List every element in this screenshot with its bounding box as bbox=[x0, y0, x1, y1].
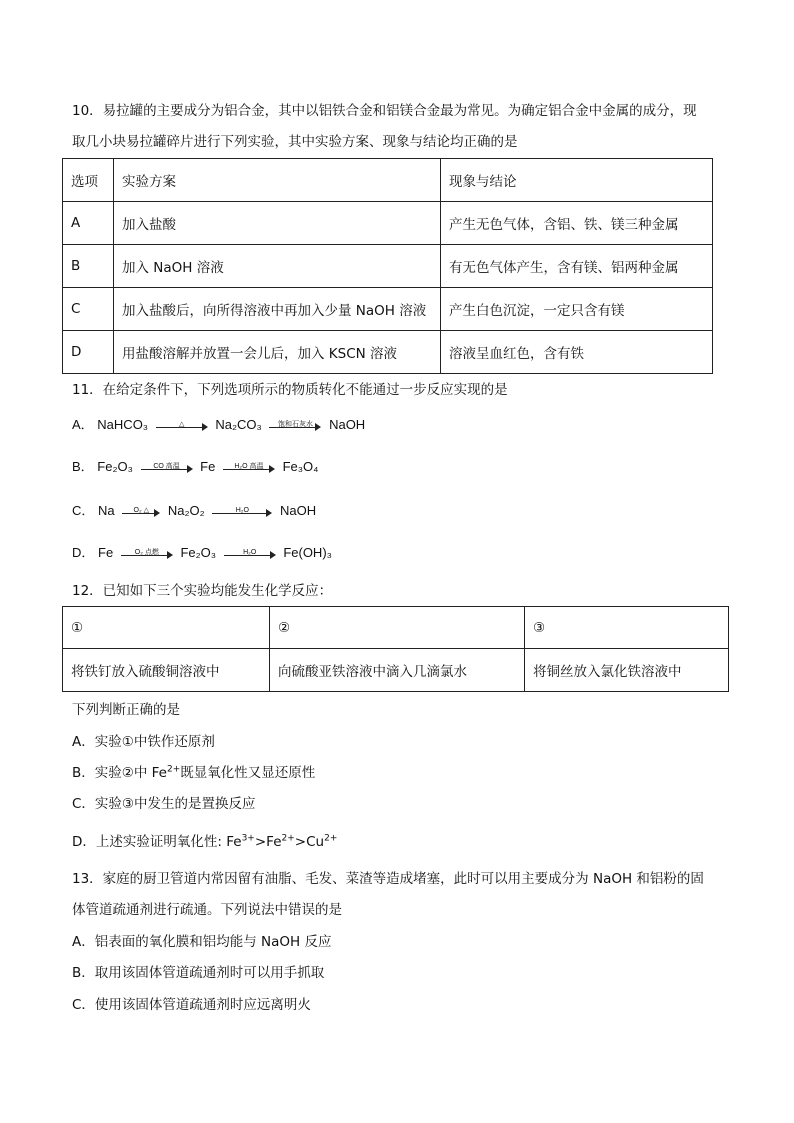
table-cell: 产生白色沉淀，一定只含有镁 bbox=[441, 288, 713, 331]
table-header-row bbox=[63, 607, 729, 649]
q12-table bbox=[62, 606, 729, 692]
table-cell: B bbox=[63, 245, 114, 288]
table-cell: 加入 NaOH 溶液 bbox=[114, 245, 441, 288]
reaction-arrow-icon bbox=[121, 547, 173, 561]
q11-stem: 11．在给定条件下，下列选项所示的物质转化不能通过一步反应实现的是 bbox=[72, 382, 508, 398]
table-cell: 向硫酸亚铁溶液中滴入几滴氯水 bbox=[270, 649, 525, 692]
reaction-condition: CO 高温 bbox=[153, 462, 180, 470]
reaction-condition: H₂O bbox=[243, 548, 257, 556]
reaction-condition: △ bbox=[179, 420, 185, 428]
q11-option-a[interactable] bbox=[72, 415, 365, 435]
option-text: 既显氧化性又显还原性 bbox=[180, 765, 316, 781]
reaction-arrow-icon bbox=[212, 505, 272, 519]
ion-charge: 3+ bbox=[241, 833, 255, 844]
table-header: ③ bbox=[525, 607, 729, 649]
reaction-condition: O₂ 点燃 bbox=[134, 548, 159, 556]
option-label: C． bbox=[72, 503, 95, 518]
option-text: D．上述实验证明氧化性: Fe bbox=[72, 834, 242, 850]
reaction-arrow-icon bbox=[224, 547, 276, 561]
table-row bbox=[63, 245, 713, 288]
species: NaHCO₃ bbox=[97, 417, 149, 432]
species: NaOH bbox=[329, 417, 366, 432]
q12-stem: 12．已知如下三个实验均能发生化学反应： bbox=[72, 583, 333, 599]
reaction-condition: H₂O 高温 bbox=[234, 462, 264, 470]
species: Fe₃O₄ bbox=[282, 459, 319, 474]
table-cell: C bbox=[63, 288, 114, 331]
table-header: ① bbox=[63, 607, 270, 649]
option-text: B．实验②中 Fe bbox=[72, 765, 167, 781]
option-text: >Cu bbox=[294, 834, 325, 850]
species: Fe₂O₃ bbox=[97, 459, 133, 474]
q13-option-a[interactable]: A．铝表面的氧化膜和铝均能与 NaOH 反应 bbox=[72, 934, 332, 950]
option-text: >Fe bbox=[254, 834, 282, 850]
reaction-arrow-icon bbox=[156, 419, 208, 433]
table-cell: 有无色气体产生，含有镁、铝两种金属 bbox=[441, 245, 713, 288]
table-header: 实验方案 bbox=[114, 159, 441, 202]
table-cell: 将铜丝放入氯化铁溶液中 bbox=[525, 649, 729, 692]
table-header: ② bbox=[270, 607, 525, 649]
table-header-row bbox=[63, 159, 713, 202]
species: Fe bbox=[200, 459, 216, 474]
reaction-arrow-icon bbox=[223, 461, 275, 475]
table-row bbox=[63, 331, 713, 374]
species: NaOH bbox=[279, 503, 317, 518]
table-cell: 用盐酸溶解并放置一会儿后，加入 KSCN 溶液 bbox=[114, 331, 441, 374]
table-cell: A bbox=[63, 202, 114, 245]
reaction-condition: O₂ △ bbox=[133, 506, 150, 514]
q13-option-b[interactable]: B．取用该固体管道疏通剂时可以用手抓取 bbox=[72, 965, 325, 981]
q13-option-c[interactable]: C．使用该固体管道疏通剂时应远离明火 bbox=[72, 997, 311, 1013]
q10-stem-line1: 10．易拉罐的主要成分为铝合金，其中以铝铁合金和铝镁合金最为常见。为确定铝合金中金属的成分，现 bbox=[72, 103, 697, 119]
table-cell: 将铁钉放入硫酸铜溶液中 bbox=[63, 649, 270, 692]
species: Na bbox=[98, 503, 115, 518]
ion-charge: 2+ bbox=[324, 833, 338, 844]
q11-option-c[interactable] bbox=[72, 501, 316, 521]
q12-option-b[interactable] bbox=[72, 763, 315, 783]
q12-prompt: 下列判断正确的是 bbox=[72, 702, 180, 718]
table-row bbox=[63, 202, 713, 245]
reaction-arrow-icon bbox=[141, 461, 193, 475]
species: Na₂O₂ bbox=[167, 503, 205, 518]
species: Fe₂O₃ bbox=[180, 545, 217, 560]
table-cell: 产生无色气体，含铝、铁、镁三种金属 bbox=[441, 202, 713, 245]
reaction-arrow-icon bbox=[269, 419, 321, 433]
reaction-condition: H₂O bbox=[235, 506, 249, 514]
reaction-condition: 饱和石灰水 bbox=[277, 420, 313, 428]
table-cell: 加入盐酸后，向所得溶液中再加入少量 NaOH 溶液 bbox=[114, 288, 441, 331]
table-row bbox=[63, 649, 729, 692]
species: Fe(OH)₃ bbox=[283, 545, 332, 560]
option-label: D． bbox=[72, 545, 95, 560]
option-label: B． bbox=[72, 459, 94, 474]
species: Fe bbox=[98, 545, 114, 560]
table-cell: 加入盐酸 bbox=[114, 202, 441, 245]
q12-option-d[interactable] bbox=[72, 832, 337, 852]
q12-option-a[interactable]: A．实验①中铁作还原剂 bbox=[72, 734, 215, 750]
q10-stem-line2: 取几小块易拉罐碎片进行下列实验，其中实验方案、现象与结论均正确的是 bbox=[72, 134, 518, 150]
q13-stem-line1: 13．家庭的厨卫管道内常因留有油脂、毛发、菜渣等造成堵塞，此时可以用主要成分为 NaOH 和铝粉的固 bbox=[72, 871, 704, 887]
q11-option-d[interactable] bbox=[72, 543, 332, 563]
table-header: 现象与结论 bbox=[441, 159, 713, 202]
table-row bbox=[63, 288, 713, 331]
q12-option-c[interactable]: C．实验③中发生的是置换反应 bbox=[72, 796, 256, 812]
ion-charge: 2+ bbox=[167, 764, 181, 775]
table-cell: D bbox=[63, 331, 114, 374]
q13-stem-line2: 体管道疏通剂进行疏通。下列说法中错误的是 bbox=[72, 902, 342, 918]
q11-option-b[interactable] bbox=[72, 457, 318, 477]
q10-table bbox=[62, 158, 713, 374]
ion-charge: 2+ bbox=[281, 833, 295, 844]
reaction-arrow-icon bbox=[122, 505, 160, 519]
table-header: 选项 bbox=[63, 159, 114, 202]
species: Na₂CO₃ bbox=[215, 417, 262, 432]
option-label: A． bbox=[72, 417, 94, 432]
table-cell: 溶液呈血红色，含有铁 bbox=[441, 331, 713, 374]
